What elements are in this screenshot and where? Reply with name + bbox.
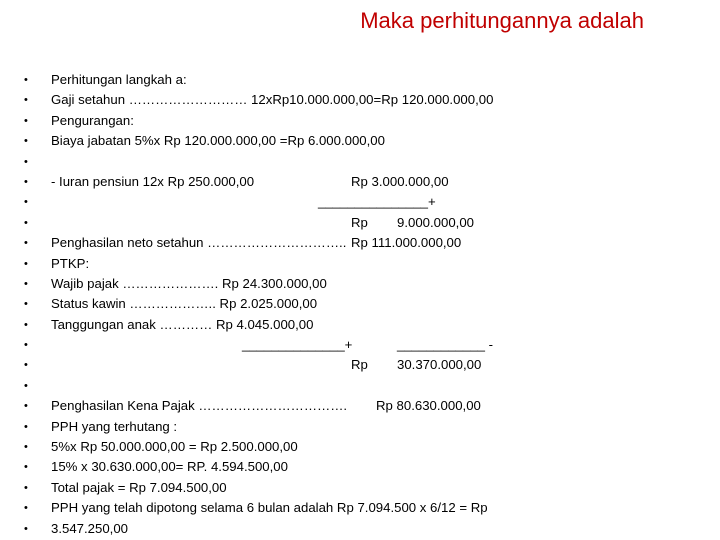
list-item <box>24 457 704 477</box>
list-item <box>24 274 704 294</box>
line-text: Status kawin ……………….. Rp 2.025.000,00 <box>51 296 318 312</box>
line-text: Gaji setahun ……………………… 12xRp10.000.000,00=Rp 120.000.000,00 <box>51 92 494 108</box>
calculation-list <box>24 70 704 539</box>
bullet-icon: • <box>24 94 28 107</box>
bullet-icon: • <box>24 277 28 290</box>
list-item <box>24 152 704 172</box>
bullet-icon: • <box>24 420 28 433</box>
bullet-icon: • <box>24 114 28 127</box>
bullet-icon: • <box>24 74 28 86</box>
list-item <box>24 254 704 274</box>
bullet-icon: • <box>24 237 28 250</box>
bullet-icon: • <box>24 155 28 168</box>
line-text: Biaya jabatan 5%x Rp 120.000.000,00 =Rp 6.000.000,00 <box>51 133 385 149</box>
bullet-icon: • <box>24 359 28 372</box>
line-text: ______________+ <box>242 337 353 353</box>
list-item <box>24 478 704 498</box>
list-item <box>24 70 704 90</box>
line-text: 3.547.250,00 <box>51 520 129 536</box>
line-text: Rp 80.630.000,00 <box>376 398 481 414</box>
line-text: ____________ - <box>397 337 494 353</box>
line-text: - Iuran pensiun 12x Rp 250.000,00 <box>51 173 255 189</box>
line-text: 15% x 30.630.000,00= RP. 4.594.500,00 <box>51 459 288 475</box>
bullet-icon: • <box>24 339 28 352</box>
line-text: Total pajak = Rp 7.094.500,00 <box>51 479 227 495</box>
line-text: Rp <box>351 214 368 230</box>
bullet-icon: • <box>24 318 28 331</box>
bullet-icon: • <box>24 441 28 454</box>
list-item <box>24 172 704 192</box>
bullet-icon: • <box>24 298 28 311</box>
line-text: 5%x Rp 50.000.000,00 = Rp 2.500.000,00 <box>51 439 298 455</box>
slide-title: Maka perhitungannya adalah <box>360 8 644 33</box>
bullet-icon: • <box>24 257 28 270</box>
line-text: _______________+ <box>318 194 436 210</box>
line-text: PPH yang telah dipotong selama 6 bulan adalah Rp 7.094.500 x 6/12 = Rp <box>51 500 488 516</box>
line-text: Wajib pajak …………………. Rp 24.300.000,00 <box>51 275 327 291</box>
line-text: Rp <box>351 357 368 373</box>
list-item <box>24 498 704 518</box>
list-item <box>24 192 704 212</box>
list-item <box>24 396 704 416</box>
line-text: Perhitungan langkah a: <box>51 72 187 87</box>
list-item <box>24 417 704 437</box>
bullet-icon: • <box>24 502 28 515</box>
bullet-icon: • <box>24 196 28 209</box>
list-item <box>24 233 704 253</box>
list-item <box>24 519 704 539</box>
bullet-icon: • <box>24 216 28 229</box>
list-item <box>24 355 704 375</box>
line-text: Tanggungan anak ………… Rp 4.045.000,00 <box>51 316 314 332</box>
bullet-icon: • <box>24 175 28 188</box>
line-text: Penghasilan Kena Pajak ……………………………. <box>51 398 348 414</box>
line-text: Rp 111.000.000,00 <box>351 235 462 251</box>
list-item <box>24 213 704 233</box>
list-item <box>24 131 704 151</box>
list-item <box>24 90 704 110</box>
bullet-icon: • <box>24 135 28 148</box>
line-text: PTKP: <box>51 255 90 271</box>
line-text: Pengurangan: <box>51 112 134 128</box>
bullet-icon: • <box>24 379 28 392</box>
line-text: PPH yang terhutang : <box>51 418 178 434</box>
line-text: 9.000.000,00 <box>397 214 475 230</box>
list-item <box>24 335 704 355</box>
line-text: Penghasilan neto setahun ………………………….. <box>51 235 347 251</box>
list-item <box>24 111 704 131</box>
line-text: Rp 3.000.000,00 <box>351 173 449 189</box>
bullet-icon: • <box>24 481 28 494</box>
bullet-icon: • <box>24 461 28 474</box>
line-text: 30.370.000,00 <box>397 357 482 373</box>
bullet-icon: • <box>24 400 28 413</box>
list-item <box>24 294 704 314</box>
list-item <box>24 376 704 396</box>
list-item <box>24 437 704 457</box>
list-item <box>24 315 704 335</box>
bullet-icon: • <box>24 522 28 535</box>
